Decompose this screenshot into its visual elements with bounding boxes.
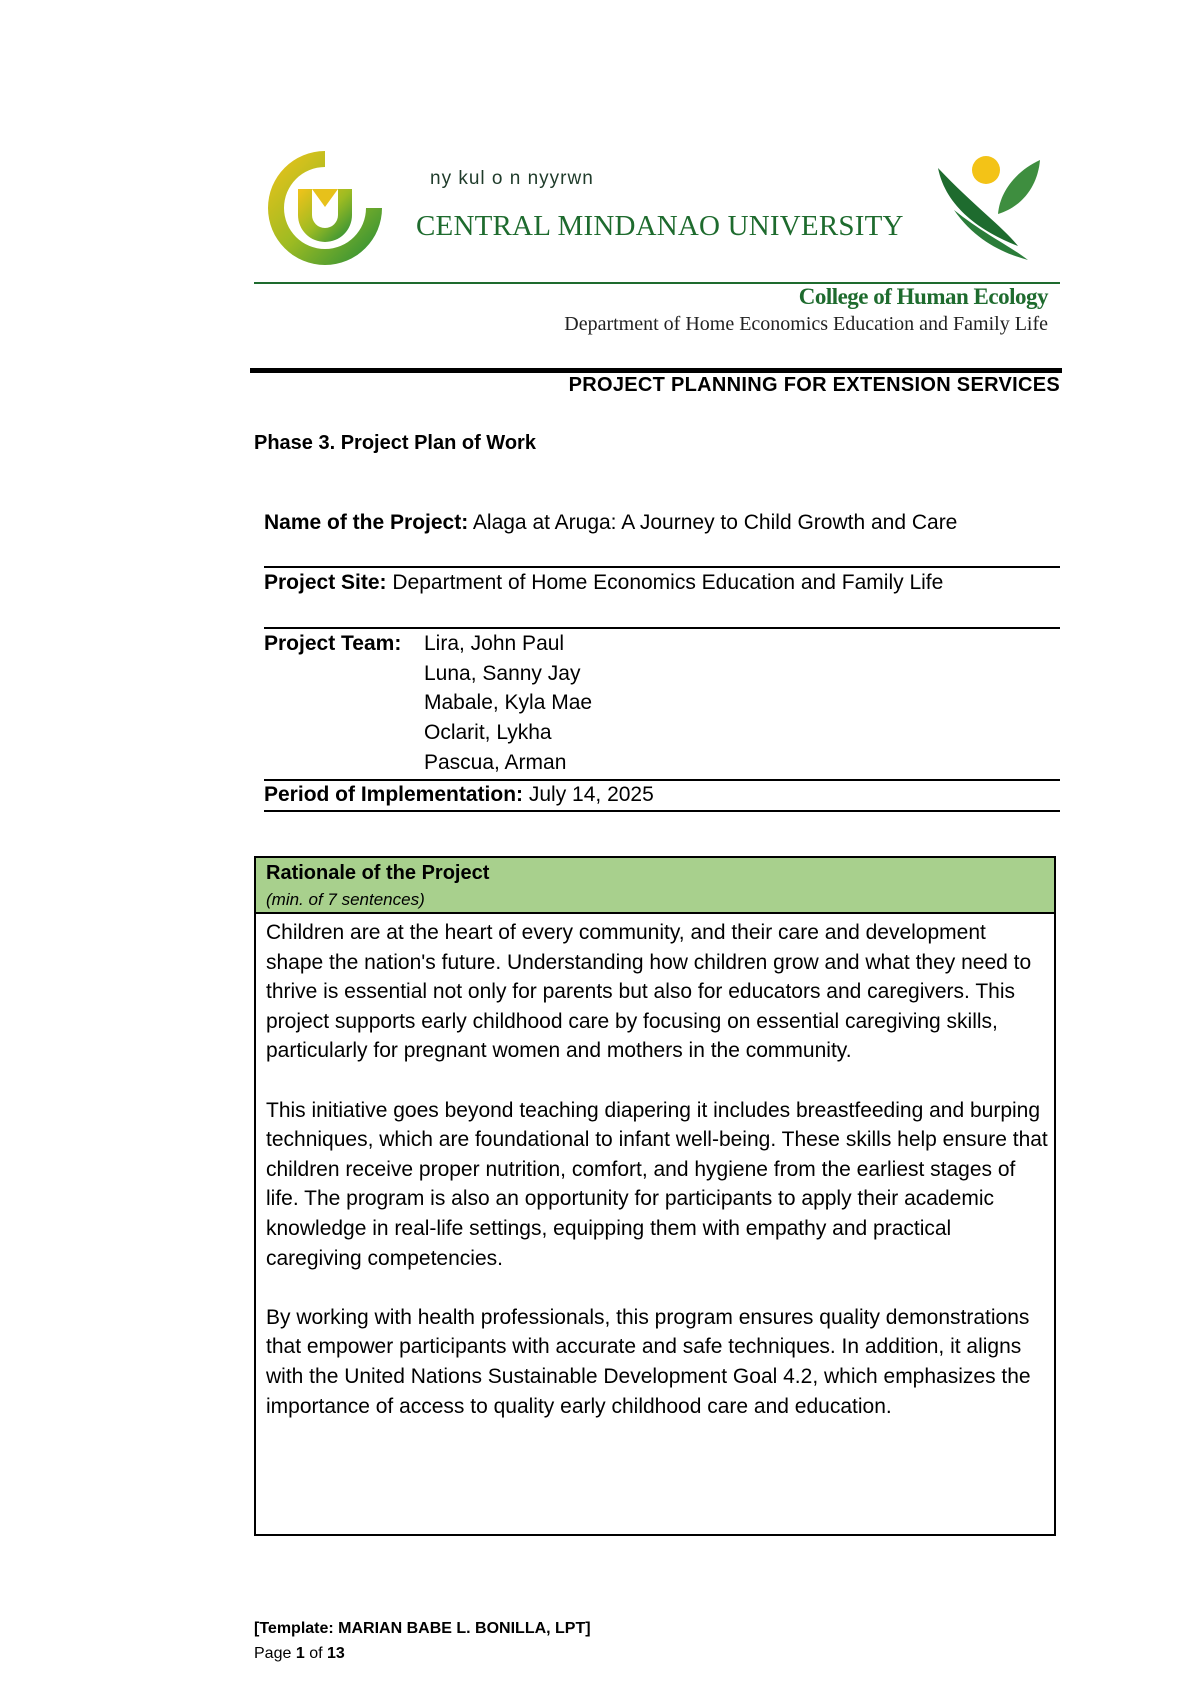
team-member: Pascua, Arman xyxy=(424,751,567,774)
page-number xyxy=(254,1645,345,1663)
project-site-label: Project Site: xyxy=(264,571,387,594)
project-team-label: Project Team: xyxy=(264,632,402,655)
document-banner: PROJECT PLANNING FOR EXTENSION SERVICES xyxy=(568,374,1060,396)
che-logo-icon xyxy=(934,150,1044,270)
rationale-paragraph: This initiative goes beyond teaching diapering it includes breastfeeding and burping techniques, which are foundational to infant well-being. These skills help ensure that children receive proper nutrition, comfort, and hygiene from the earliest stages of life. The program is also an opportunity for participants to apply their academic knowledge in real-life settings, equipping them with empathy and practical caregiving competencies. xyxy=(266,1098,1048,1270)
project-site-value: Department of Home Economics Education and Family Life xyxy=(392,571,944,594)
page-of: of xyxy=(309,1645,323,1662)
team-member: Lira, John Paul xyxy=(424,632,565,655)
period-row xyxy=(264,780,1060,809)
page-total: 13 xyxy=(326,1645,345,1662)
college-name: College of Human Ecology xyxy=(798,284,1048,309)
rationale-paragraph: Children are at the heart of every community, and their care and development shape the nation's future. Understanding how children grow and what they need to thrive is essential not only for parents but also for educators and caregivers. This project supports early childhood care by focusing on essential caregiving skills, particularly for pregnant women and mothers in the community. xyxy=(266,921,1032,1063)
rationale-body xyxy=(266,918,1048,1451)
project-name-value: Alaga at Aruga: A Journey to Child Growth and Care xyxy=(472,511,958,534)
cmu-seal-icon xyxy=(262,145,388,271)
phase-heading: Phase 3. Project Plan of Work xyxy=(254,432,536,454)
rationale-box xyxy=(254,856,1056,1536)
rationale-paragraph: By working with health professionals, this program ensures quality demonstrations that empower participants with accurate and safe techniques. In addition, it aligns with the United Nations Sustainable Development Goal 4.2, which emphasizes the importance of access to quality early childhood care and education. xyxy=(266,1305,1031,1418)
period-label: Period of Implementation: xyxy=(264,783,524,806)
header-black-rule xyxy=(250,368,1062,373)
team-member: Mabale, Kyla Mae xyxy=(424,691,593,714)
university-tagline: ny kul o n nyyrwn xyxy=(430,168,594,189)
period-value: July 14, 2025 xyxy=(528,783,654,806)
project-name-label: Name of the Project: xyxy=(264,511,469,534)
project-site-row xyxy=(264,568,1060,597)
rationale-subtitle: (min. of 7 sentences) xyxy=(266,890,425,909)
page-current: 1 xyxy=(295,1645,305,1662)
department-name: Department of Home Economics Education and Family Life xyxy=(564,313,1048,335)
rationale-header xyxy=(256,858,1054,914)
project-name-row xyxy=(264,508,1060,537)
project-team-row xyxy=(264,629,1060,658)
university-name: CENTRAL MINDANAO UNIVERSITY xyxy=(416,210,904,242)
page-word: Page xyxy=(254,1645,292,1662)
template-credit: [Template: MARIAN BABE L. BONILLA, LPT] xyxy=(254,1620,591,1637)
team-member: Luna, Sanny Jay xyxy=(424,662,581,685)
team-member: Oclarit, Lykha xyxy=(424,721,552,744)
divider xyxy=(264,810,1060,812)
rationale-title: Rationale of the Project xyxy=(266,862,490,884)
